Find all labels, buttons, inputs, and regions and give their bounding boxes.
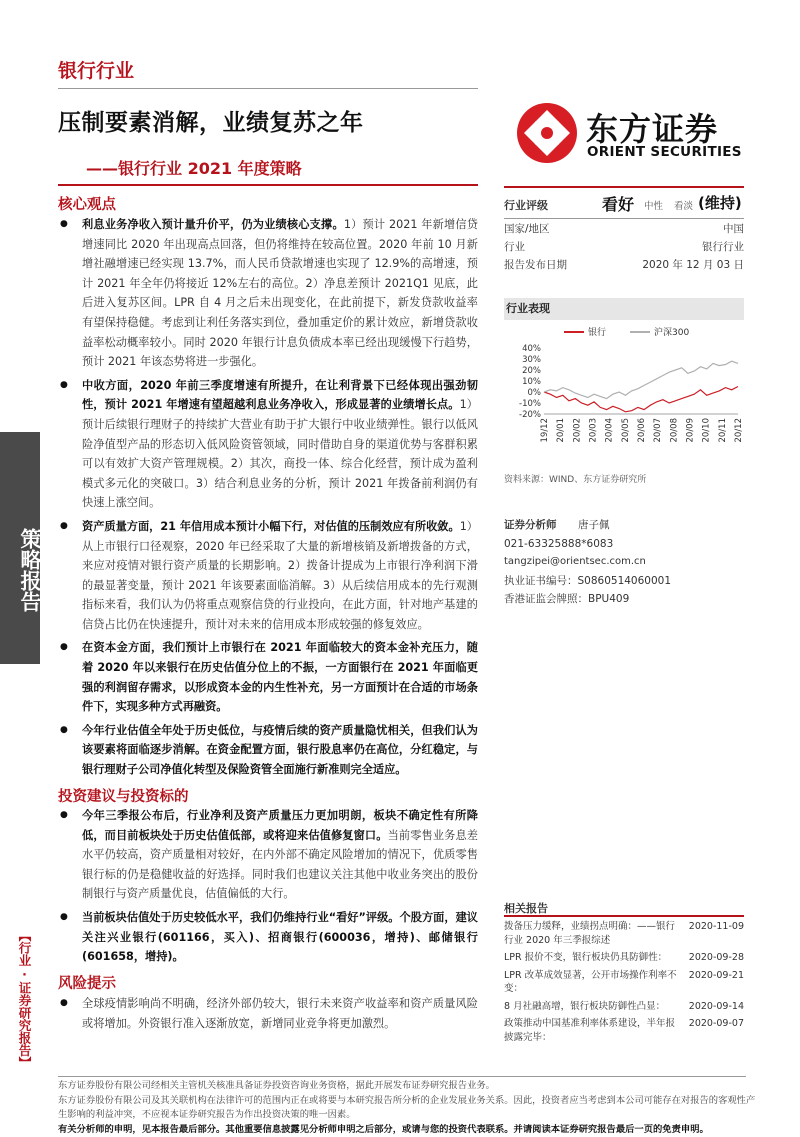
x-tick-label: 20/02 [572,418,582,443]
y-tick-label: 20% [522,366,541,376]
series-line [544,361,738,398]
x-tick-label: 20/08 [669,418,679,443]
rating-neutral: 中性 [644,198,663,212]
core-point: ● 在资本金方面，我们预计上市银行在 2021 年面临较大的资本金补充压力，随着 2020 年以来银行在历史估值分位上的不振，一方面银行在 2021 年面临更强的利润留存需求，以形成资本金的内生性补充，另一方面预计在合适的市场条件下，实现多种方式再融资。 [58,638,478,716]
rating-current: 看好 [602,192,634,215]
rating-row [504,192,744,218]
footer [58,1079,758,1137]
logo-en-text: ORIENT SECURITIES [587,144,742,160]
rating-topline [504,186,744,188]
analyst-block [504,516,744,609]
footer-line: 东方证券股份有限公司及其关联机构在法律许可的范围内正在或将要与本研究报告所分析的企业发展业务关系。因此，投资者应当考虑到本公司可能存在对报告的客观性产生影响的利益冲突，不应视本证券研究报告为作出投资决策的唯一因素。 [58,1094,758,1123]
company-logo [516,102,748,166]
analyst-email[interactable]: tangzipei@orientsec.com.cn [504,553,744,572]
footer-divider [58,1076,746,1077]
header-divider [58,88,478,89]
logo-cn-text: 东方证券 [586,104,718,150]
footer-disclaimer: 有关分析师的申明，见本报告最后部分。其他重要信息披露见分析师申明之后部分，或请与您的投资代表联系。并请阅读本证券研究报告最后一页的免责申明。 [58,1123,758,1137]
rating-bearish: 看淡 [674,198,693,212]
report-subtitle: ——银行行业 2021 年度策略 [86,156,302,179]
logo-emblem-icon [516,102,578,164]
risk-heading: 风险提示 [58,972,116,993]
y-tick-label: 0% [528,388,542,398]
rating-divider [504,218,744,219]
x-tick-label: 20/06 [637,418,647,443]
title-underline [58,184,478,186]
analyst-phone: 021-63325888*6083 [504,535,744,554]
rating-status: (维持) [698,192,742,213]
invest-point: ● 今年三季报公布后，行业净利及资产质量压力更加明朗，板块不确定性有所降低，而目前板块处于历史估值低部，或将迎来估值修复窗口。当前零售业务息差水平仍较高，资产质量相对较好，在内外部不确定风险增加的情况下，优质零售银行标的仍是稳健收益的好选择。同时我们也建议关注其他中收业务突出的股份制银行与资产质量优良，估值偏低的大行。 [58,806,478,904]
rating-label: 行业评级 [504,197,548,213]
x-tick-label: 20/01 [556,418,566,443]
risk-points-list [58,994,478,1033]
invest-points-list [58,806,478,967]
footer-line: 东方证券股份有限公司经相关主管机关核准具备证券投资咨询业务资格，据此开展发布证券研究报告业务。 [58,1079,758,1094]
performance-chart [504,322,744,462]
sidebar-category: 策略报告 [5,480,45,660]
report-title: 压制要素消解，业绩复苏之年 [58,104,364,137]
related-topline [504,915,744,917]
x-tick-label: 20/11 [718,418,728,443]
core-point: ● 今年行业估值全年处于历史低位，与疫情后续的资产质量隐忧相关，但我们认为该要素将面临逐步消解。在资金配置方面，银行股息率仍在高位，分红稳定，与银行理财子公司净值化转型及保险资管全面施行新准则完全适应。 [58,721,478,780]
invest-heading: 投资建议与投资标的 [58,785,189,806]
y-tick-label: -10% [519,399,541,409]
performance-chart-svg [504,322,744,462]
sector-label: 银行行业 [58,56,134,83]
related-heading: 相关报告 [504,900,744,916]
y-tick-label: 40% [522,344,541,354]
info-row: 行业 银行行业 [504,238,744,256]
analyst-hk: 香港证监会牌照：BPU409 [504,590,744,609]
x-tick-label: 19/12 [540,418,550,443]
sidebar-bottom-label: 【行业·证券研究报告】 [12,914,32,1084]
related-item[interactable]: 8 月社融高增，银行板块防御性凸显： 2020-09-14 [504,1000,744,1014]
performance-heading: 行业表现 [504,298,744,320]
related-list [504,920,744,1044]
x-tick-label: 20/04 [605,418,615,443]
related-item[interactable]: LPR 改革成效显著，公开市场操作利率不变： 2020-09-21 [504,969,744,996]
info-row: 报告发布日期 2020 年 12 月 03 日 [504,256,744,274]
x-tick-label: 20/09 [686,418,696,443]
info-table [504,220,744,274]
core-heading: 核心观点 [58,193,116,214]
y-tick-label: 10% [522,377,541,387]
related-item[interactable]: LPR 报价不变，银行板块仍具防御性： 2020-09-28 [504,951,744,965]
related-item[interactable]: 拨备压力缓释，业绩拐点明确：——银行行业 2020 年三季报综述 2020-11-09 [504,920,744,947]
x-tick-label: 20/07 [653,418,663,443]
y-tick-label: -20% [519,410,541,420]
x-tick-label: 20/05 [621,418,631,443]
analyst-cert: 执业证书编号：S0860514060001 [504,572,744,591]
analyst-name: 唐子佩 [578,516,610,535]
legend-label: 银行 [588,326,606,338]
analyst-label: 证券分析师 [504,519,557,531]
chart-source: 资料来源：WIND、东方证券研究所 [504,472,744,485]
series-line [544,387,738,412]
core-points-list [58,215,478,780]
x-tick-label: 20/03 [589,418,599,443]
y-tick-label: 30% [522,355,541,365]
risk-point: ● 全球疫情影响尚不明确，经济外部仍较大，银行未来资产收益率和资产质量风险或将增加。外资银行准入逐渐放宽，新增同业竞争将更加激烈。 [58,994,478,1033]
core-point: ● 中收方面，2020 年前三季度增速有所提升，在让利背景下已经体现出强劲韧性，预计 2021 年增速有望超越利息业务净收入，形成显著的业绩增长点。1）预计后续银行理财子的持续扩大营业有助于扩大银行中收业绩弹性。银行以低风险净值型产品的形态切入低风险资管领域，同时借助自身的渠道优势与客群积累可以有效扩大资产管理规模。2）其次，商投一体、综合化经营，预计成为盈利模式多元化的突破口。3）结合利息业务的分析，预计 2021 年拨备前利润仍有快速上涨空间。 [58,376,478,513]
core-point: ● 资产质量方面，21 年信用成本预计小幅下行，对估值的压制效应有所收敛。1）从上市银行口径观察，2020 年已经采取了大量的新增核销及新增拨备的方式，来应对疫情对银行资产质量的长期影响。2）拨备计提成为上市银行净利润下滑的最显著变量，预计 2021 年该要素面临消解。3）从后续信用成本的先行观测指标来看，我们认为仍将重点观察信贷的行业投向，在此方面，针对地产基建的信贷占比仍在快速提升，预计对未来的信用成本形成较强的修复效应。 [58,517,478,635]
legend-label: 沪深300 [654,326,689,338]
core-point: ● 利息业务净收入预计量升价平，仍为业绩核心支撑。1）预计 2021 年新增信贷增速同比 2020 年出现高点回落，但仍将维持在较高位置。2020 年前 10 月新增社融增速已经实现 13.7%，而人民币贷款增速也实现了 12.9%的高增速，预计 2021 年全年仍将接近 12%左右的高位。2）净息差预计 2021Q1 见底，此后进入复苏区间。LPR 自 4 月之后未出现变化，在此前提下，新发贷款收益率有望保持稳健。考虑到让利任务落实到位，叠加重定价的累计效应，新增贷款收益率松动概率较小。同时 2020 年银行计息负债成本率已经出现缓慢下行趋势，预计 2021 年该态势将进一步强化。 [58,215,478,372]
related-item[interactable]: 政策推动中国基准利率体系建设，半年报披露完毕： 2020-09-07 [504,1017,744,1044]
x-tick-label: 20/10 [702,418,712,443]
info-row: 国家/地区 中国 [504,220,744,238]
x-tick-label: 20/12 [734,418,744,443]
invest-point: ● 当前板块估值处于历史较低水平，我们仍维持行业“看好”评级。个股方面，建议关注兴业银行(601166，买入)、招商银行(600036，增持)、邮储银行(601658，增持)。 [58,908,478,967]
